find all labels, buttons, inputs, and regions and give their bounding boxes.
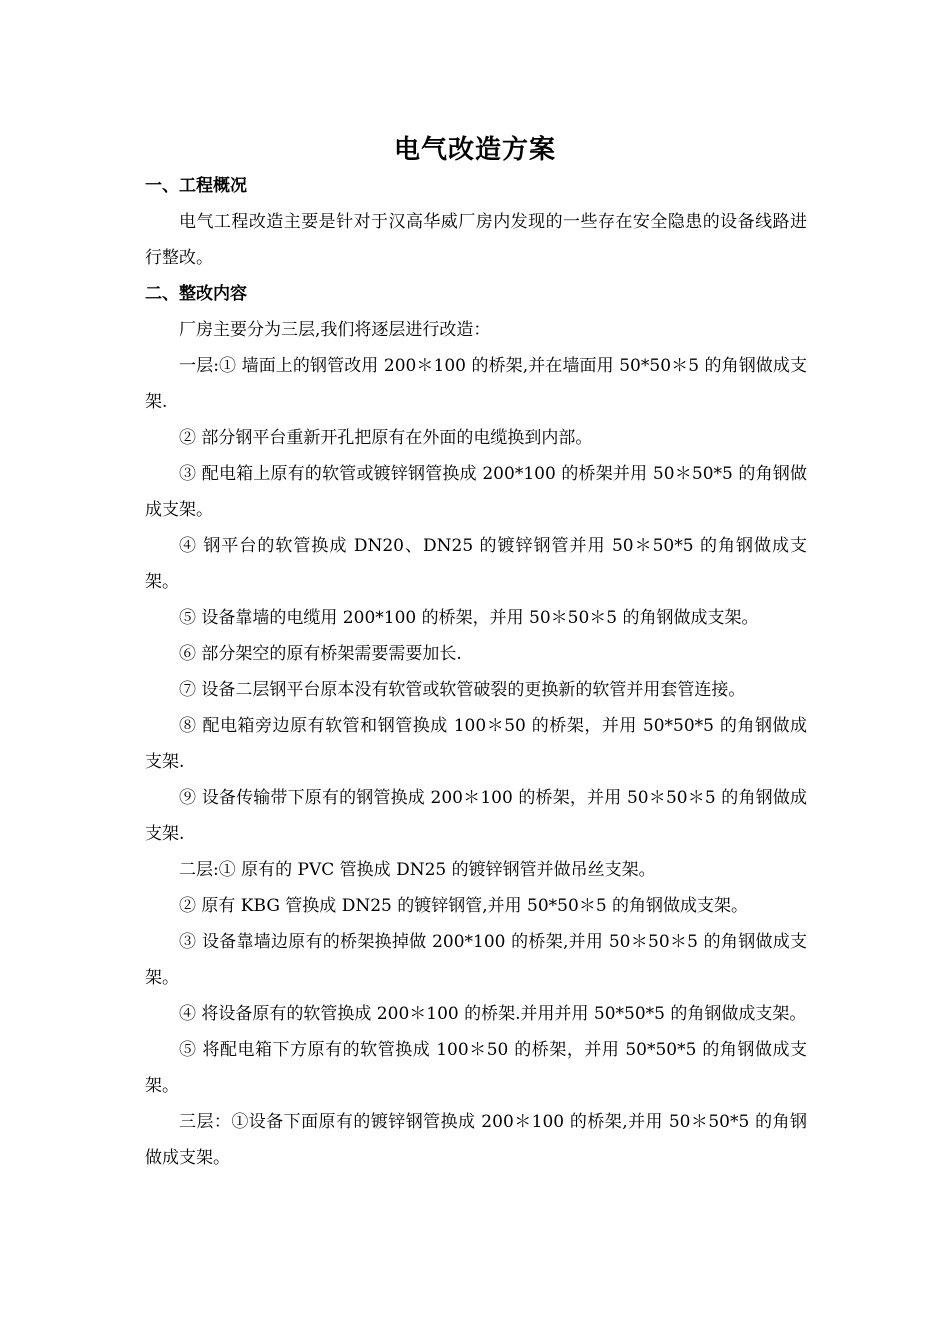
paragraph-floor1-item3: ③ 配电箱上原有的软管或镀锌钢管换成 200*100 的桥架并用 50＊50*5 的角钢做成支架。: [145, 464, 807, 520]
paragraph-floor1-item5: ⑤ 设备靠墙的电缆用 200*100 的桥架，并用 50＊50＊5 的角钢做成支架。: [179, 608, 759, 628]
paragraph-floor2-item5: ⑤ 将配电箱下方原有的软管换成 100＊50 的桥架，并用 50*50*5 的角钢做成支架。: [145, 1040, 807, 1096]
paragraph-floor1-item8: ⑧ 配电箱旁边原有软管和钢管换成 100＊50 的桥架，并用 50*50*5 的角钢做成支架.: [145, 716, 807, 772]
paragraph-floor1-item9: ⑨ 设备传输带下原有的钢管换成 200＊100 的桥架，并用 50＊50＊5 的角钢做成支架.: [145, 788, 807, 844]
paragraph-floor2-item3: ③ 设备靠墙边原有的桥架换掉做 200*100 的桥架,并用 50＊50＊5 的角钢做成支架。: [145, 932, 807, 988]
paragraph-floor1-item7: ⑦ 设备二层钢平台原本没有软管或软管破裂的更换新的软管并用套管连接。: [179, 680, 746, 700]
paragraph-floor3-item1: 三层：①设备下面原有的镀锌钢管换成 200＊100 的桥架,并用 50＊50*5 的角钢做成支架。: [145, 1112, 807, 1168]
paragraph-floor1-item4: ④ 钢平台的软管换成 DN20、DN25 的镀锌钢管并用 50＊50*5 的角钢做成支架。: [145, 536, 807, 592]
paragraph-overview: 电气工程改造主要是针对于汉高华威厂房内发现的一些存在安全隐患的设备线路进行整改。: [145, 212, 807, 268]
section-heading-rectification: 二、整改内容: [145, 284, 247, 304]
document-title: 电气改造方案: [393, 135, 556, 165]
paragraph-floor1-item6: ⑥ 部分架空的原有桥架需要需要加长.: [179, 644, 462, 664]
paragraph-intro: 厂房主要分为三层,我们将逐层进行改造：: [179, 320, 491, 340]
paragraph-floor2-item2: ② 原有 KBG 管换成 DN25 的镀锌钢管,并用 50*50＊5 的角钢做成支架。: [179, 896, 749, 916]
paragraph-floor1-item1: 一层:① 墙面上的钢管改用 200＊100 的桥架,并在墙面用 50*50＊5 的角钢做成支架.: [145, 356, 807, 412]
section-heading-overview: 一、工程概况: [145, 176, 247, 196]
paragraph-floor2-item4: ④ 将设备原有的软管换成 200＊100 的桥架.并用并用 50*50*5 的角钢做成支架。: [179, 1004, 807, 1024]
document-body: [145, 168, 807, 1176]
paragraph-floor1-item2: ② 部分钢平台重新开孔把原有在外面的电缆换到内部。: [179, 428, 593, 448]
paragraph-floor2-item1: 二层:① 原有的 PVC 管换成 DN25 的镀锌钢管并做吊丝支架。: [179, 860, 656, 880]
